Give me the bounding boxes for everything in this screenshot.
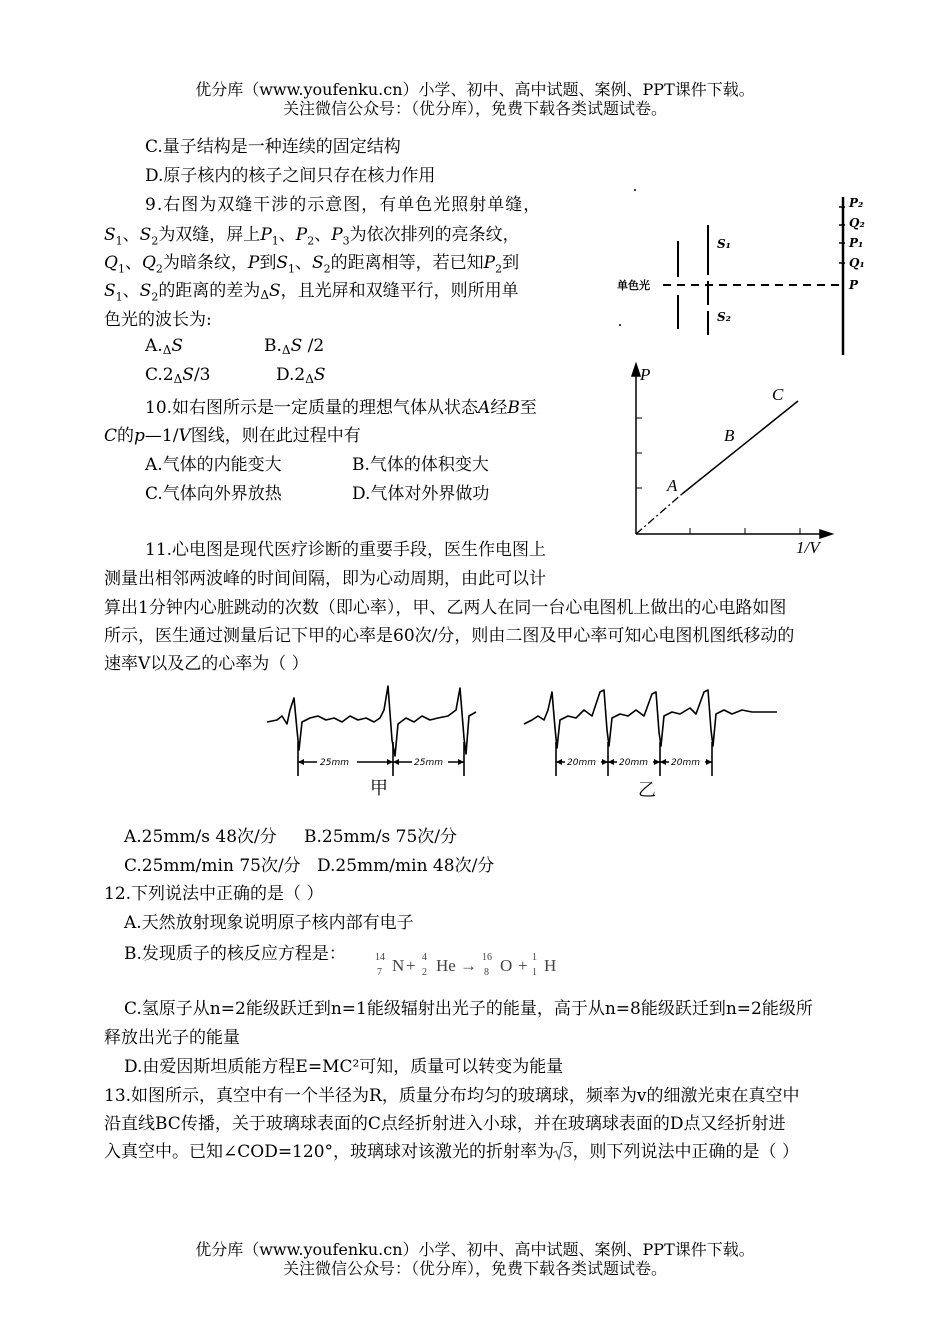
q9-line-3: $Q_1$、$Q_2$为暗条纹，P到$S_1$、$S_2$的距离相等，若已知$P_2$到	[104, 253, 520, 276]
q10-line-2: C的p—1/V图线，则在此过程中有	[104, 426, 361, 446]
q12-option-c-line-1: C.氢原子从n=2能级跃迁到n=1能级辐射出光子的能量，高于从n=8能级跃迁到n=2能级所	[124, 999, 813, 1019]
header-line-1: 优分库（www.youfenku.cn）小学、初中、高中试题、案例、PPT课件下载。	[195, 80, 755, 99]
q1-label: Q₁	[849, 256, 865, 270]
s2-label: S₂	[717, 310, 731, 324]
q9-option-c: C.2ΔS/3	[145, 365, 211, 386]
extrapolated-line	[636, 494, 682, 534]
jia-distance-1: 25mm	[320, 758, 349, 768]
q12-title: 12.下列说法中正确的是（ ）	[104, 884, 324, 904]
q11-line-2: 测量出相邻两波峰的时间间隔，即为心动周期，由此可以计	[104, 569, 546, 589]
q9-line-1: 9.右图为双缝干涉的示意图，有单色光照射单缝，	[145, 195, 542, 215]
q10-option-b: B.气体的体积变大	[352, 455, 489, 475]
ecg-diagram	[262, 680, 782, 805]
yi-distance-2: 20mm	[619, 758, 648, 768]
q9-line-5: 色光的波长为:	[104, 310, 212, 330]
x-axis-label: 1/V	[796, 538, 820, 557]
q11-option-d: D.25mm/min 48次/分	[317, 856, 495, 876]
s1-label: S₁	[717, 237, 731, 251]
yi-label: 乙	[638, 780, 656, 801]
q2-label: Q₂	[849, 216, 865, 230]
p2-label: P₂	[849, 196, 864, 210]
point-a-label: A	[667, 476, 678, 495]
q8-option-d: D.原子核内的核子之间只存在核力作用	[145, 166, 436, 186]
x-axis-arrow	[820, 530, 832, 538]
q13-line-2: 沿直线BC传播，关于玻璃球表面的C点经折射进入小球，并在玻璃球表面的D点又经折射进	[104, 1114, 786, 1134]
source-label: 单色光	[617, 279, 650, 292]
y-axis-arrow	[632, 364, 640, 376]
jia-label: 甲	[370, 778, 388, 799]
double-slit-diagram	[615, 185, 875, 360]
q11-line-1: 11.心电图是现代医疗诊断的重要手段，医生作电图上	[145, 540, 547, 560]
p-label: P	[849, 278, 859, 292]
q9-line-4: $S_1$、$S_2$的距离的差为ΔS，且光屏和双缝平行，则所用单	[104, 281, 519, 304]
footer-line-2: 关注微信公众号：（优分库），免费下载各类试题试卷。	[282, 1259, 667, 1278]
q10-option-c: C.气体向外界放热	[145, 484, 282, 504]
q9-option-a: A.ΔS	[145, 336, 184, 357]
p-inverse-v-graph	[620, 360, 840, 560]
q10-option-d: D.气体对外界做功	[352, 484, 490, 504]
q11-option-c: C.25mm/min 75次/分	[124, 856, 301, 876]
q10-option-a: A.气体的内能变大	[145, 455, 282, 475]
q11-option-b: B.25mm/s 75次/分	[304, 827, 457, 847]
q12-option-d: D.由爱因斯坦质能方程E=MC²可知，质量可以转变为能量	[124, 1057, 564, 1077]
q11-line-3: 算出1分钟内心脏跳动的次数（即心率），甲、乙两人在同一台心电图机上做出的心电路如图	[104, 598, 787, 618]
ecg-trace-yi	[524, 690, 777, 748]
q13-line-1: 13.如图所示，真空中有一个半径为R，质量分布均匀的玻璃球，频率为v的细激光束在真空中	[104, 1086, 800, 1106]
sqrt-symbol: 3	[554, 1138, 573, 1167]
q9-option-d: D.2ΔS	[276, 365, 326, 386]
q12-option-b: B.发现质子的核反应方程是：	[124, 944, 346, 964]
process-line	[682, 401, 798, 494]
q11-line-4: 所示，医生通过测量后记下甲的心率是60次/分，则由二图及甲心率可知心电图机图纸移动的	[104, 626, 795, 646]
y-axis-label: P	[640, 365, 651, 384]
q12-option-a: A.天然放射现象说明原子核内部有电子	[124, 913, 414, 933]
yi-distance-1: 20mm	[567, 758, 596, 768]
q10-line-1: 10.如右图所示是一定质量的理想气体从状态A经B至	[145, 398, 537, 418]
q11-option-a: A.25mm/s 48次/分	[124, 827, 277, 847]
q8-option-c: C.量子结构是一种连续的固定结构	[145, 137, 401, 157]
jia-distance-2: 25mm	[414, 758, 443, 768]
header-line-2: 关注微信公众号：（优分库），免费下载各类试题试卷。	[282, 99, 667, 118]
q12-option-c-line-2: 释放出光子的能量	[104, 1028, 240, 1048]
q13-line-3: 入真空中。已知∠COD=120°，玻璃球对该激光的折射率为 3，则下列说法中正确的是（ ）	[104, 1138, 799, 1167]
p1-label: P₁	[849, 236, 864, 250]
point-b-label: B	[724, 426, 735, 445]
q11-line-5: 速率V以及乙的心率为（ ）	[104, 654, 309, 674]
q9-line-2: $S_1$、$S_2$为双缝，屏上$P_1$、$P_2$、$P_3$为依次排列的亮条纹，	[104, 225, 520, 248]
yi-distance-3: 20mm	[671, 758, 700, 768]
point-c-label: C	[772, 385, 784, 404]
footer-line-1: 优分库（www.youfenku.cn）小学、初中、高中试题、案例、PPT课件下载。	[195, 1240, 755, 1259]
q9-option-b: B.ΔS /2	[264, 336, 325, 357]
